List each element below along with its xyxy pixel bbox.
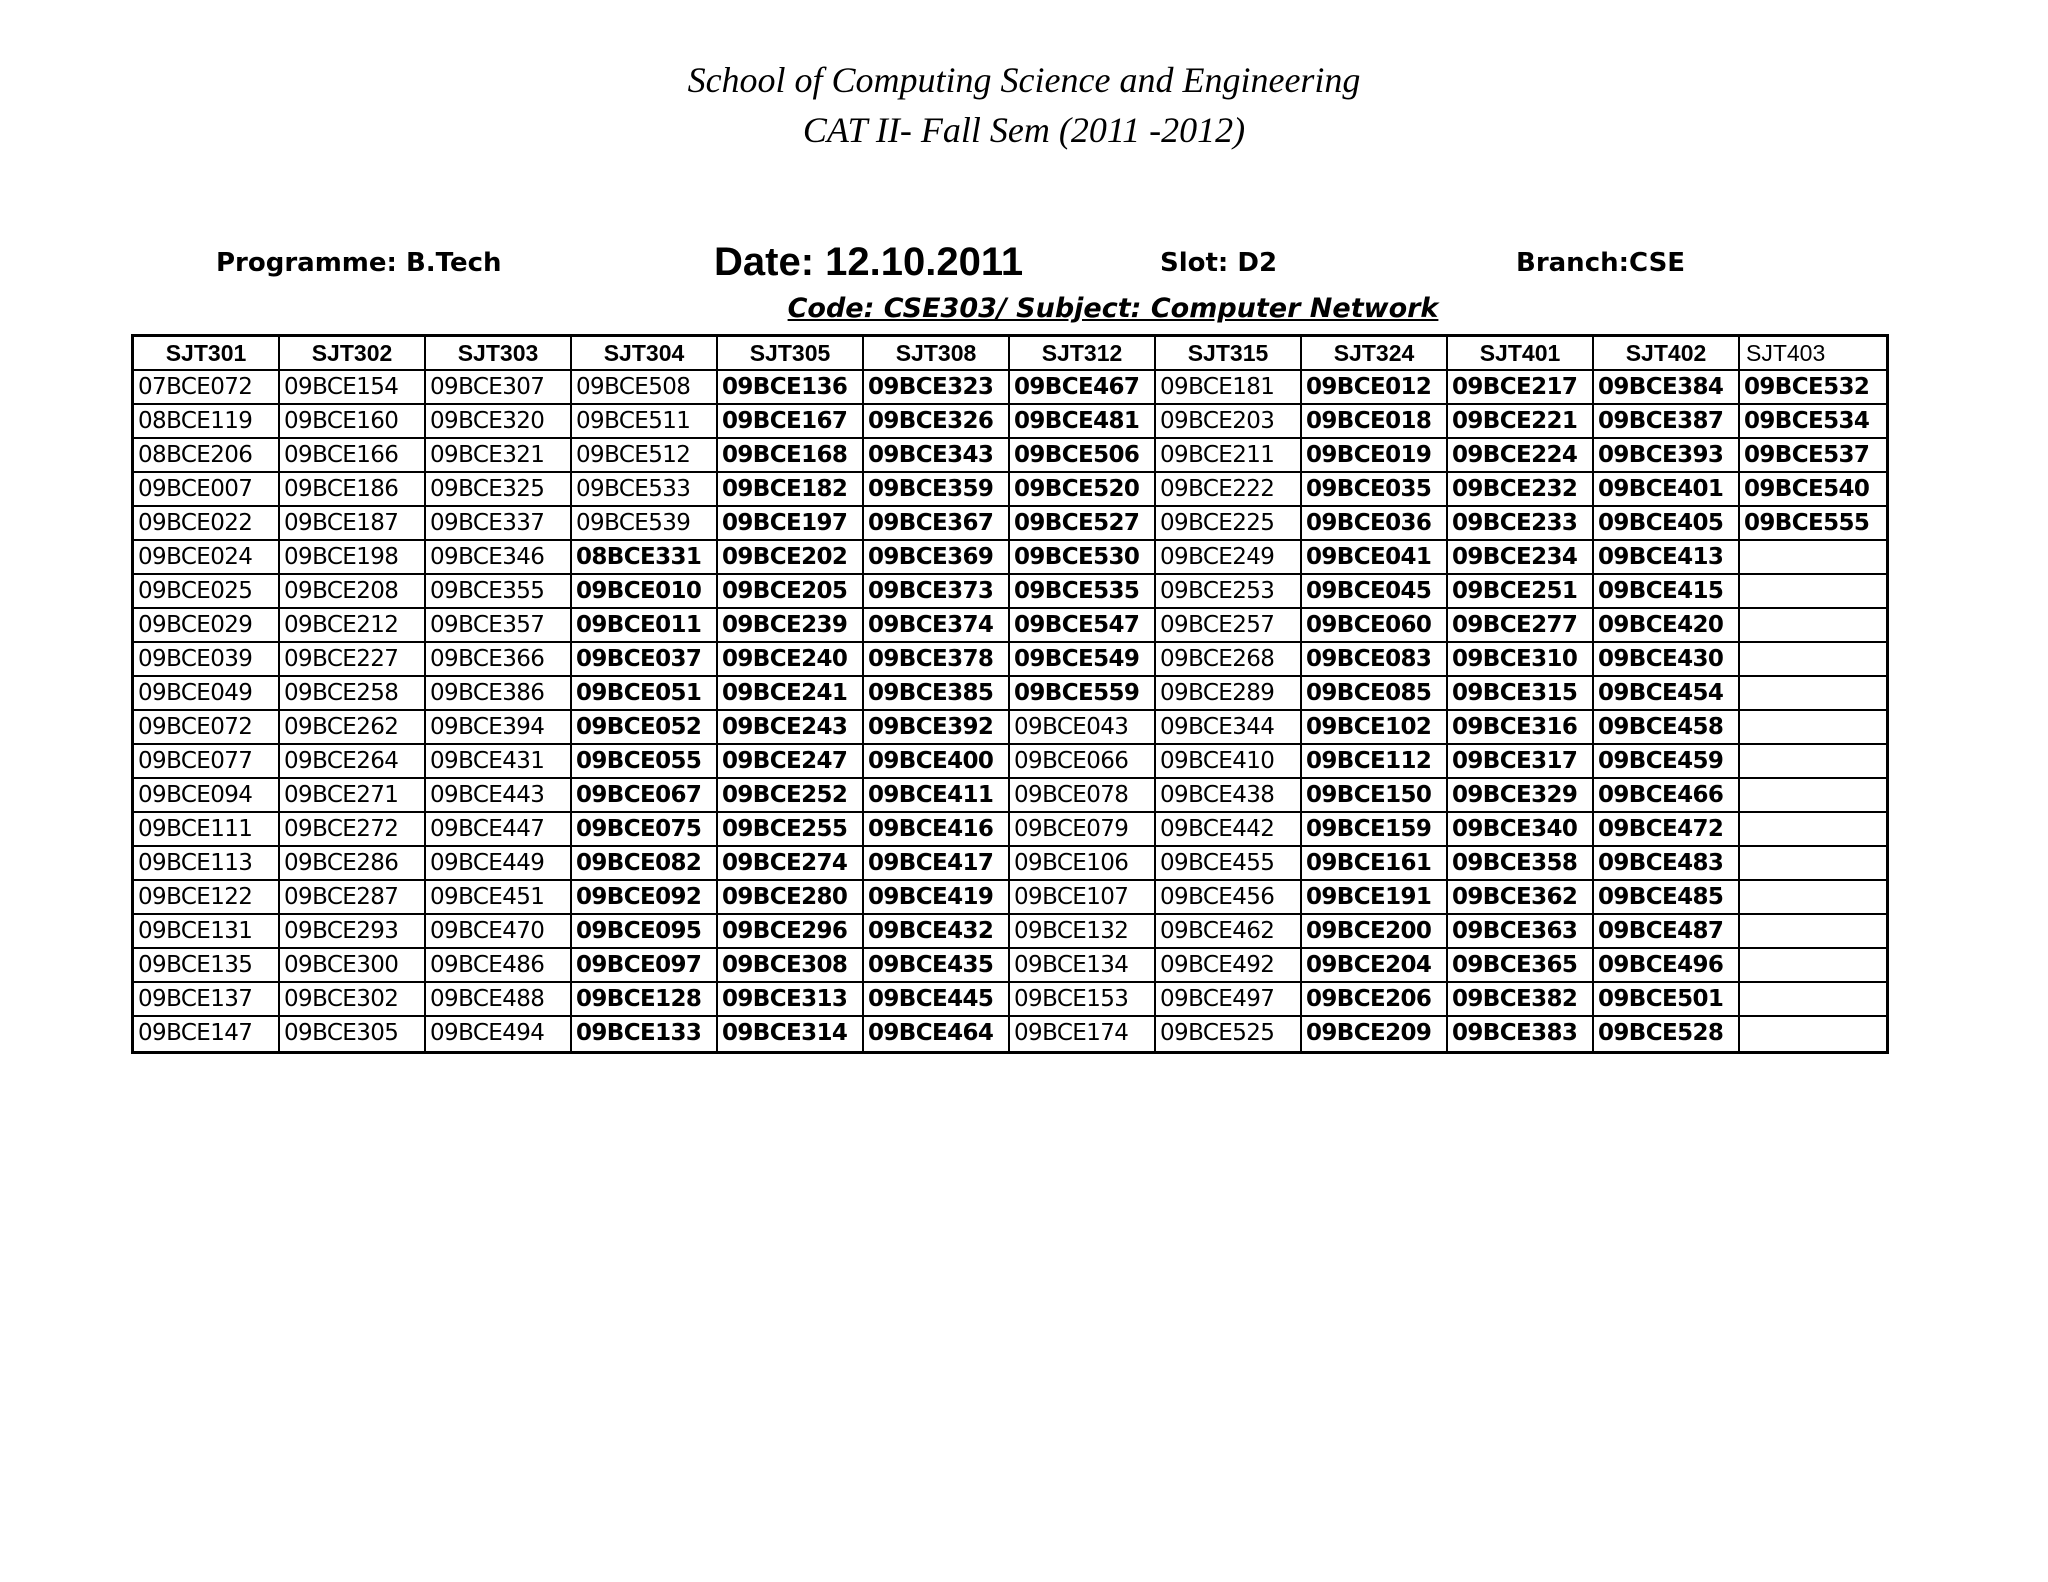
table-cell: 09BCE255 xyxy=(718,813,864,847)
table-cell: 09BCE472 xyxy=(1594,813,1740,847)
table-cell: 09BCE287 xyxy=(280,881,426,915)
table-cell xyxy=(1740,643,1886,677)
table-cell: 09BCE102 xyxy=(1302,711,1448,745)
table-cell: 09BCE506 xyxy=(1010,439,1156,473)
table-cell: 09BCE200 xyxy=(1302,915,1448,949)
table-cell xyxy=(1740,745,1886,779)
table-cell: 09BCE320 xyxy=(426,405,572,439)
table-cell: 09BCE035 xyxy=(1302,473,1448,507)
table-cell: 09BCE128 xyxy=(572,983,718,1017)
table-cell: 09BCE247 xyxy=(718,745,864,779)
table-cell: 09BCE286 xyxy=(280,847,426,881)
table-cell: 08BCE206 xyxy=(134,439,280,473)
table-cell: 09BCE365 xyxy=(1448,949,1594,983)
table-cell: 09BCE252 xyxy=(718,779,864,813)
table-cell: 09BCE438 xyxy=(1156,779,1302,813)
table-cell: 09BCE547 xyxy=(1010,609,1156,643)
table-cell: 09BCE385 xyxy=(864,677,1010,711)
table-cell xyxy=(1740,711,1886,745)
table-cell: 09BCE343 xyxy=(864,439,1010,473)
branch-label: Branch:CSE xyxy=(1516,248,1686,278)
table-cell: 09BCE411 xyxy=(864,779,1010,813)
table-cell: 09BCE467 xyxy=(1010,371,1156,405)
table-cell: 09BCE217 xyxy=(1448,371,1594,405)
table-cell: 09BCE358 xyxy=(1448,847,1594,881)
table-cell: 09BCE239 xyxy=(718,609,864,643)
table-cell xyxy=(1740,677,1886,711)
table-cell: 09BCE313 xyxy=(718,983,864,1017)
table-cell: 09BCE534 xyxy=(1740,405,1886,439)
table-cell: 09BCE147 xyxy=(134,1017,280,1051)
table-cell: 09BCE067 xyxy=(572,779,718,813)
table-cell: 09BCE225 xyxy=(1156,507,1302,541)
table-cell: 09BCE036 xyxy=(1302,507,1448,541)
table-cell: 09BCE355 xyxy=(426,575,572,609)
table-cell: 09BCE346 xyxy=(426,541,572,575)
table-cell xyxy=(1740,983,1886,1017)
table-cell: 09BCE079 xyxy=(1010,813,1156,847)
table-cell: 09BCE485 xyxy=(1594,881,1740,915)
date-label: Date: 12.10.2011 xyxy=(714,240,1024,284)
table-cell: 09BCE374 xyxy=(864,609,1010,643)
table-cell: 09BCE137 xyxy=(134,983,280,1017)
table-cell: 09BCE039 xyxy=(134,643,280,677)
table-cell: 09BCE310 xyxy=(1448,643,1594,677)
table-cell: 09BCE302 xyxy=(280,983,426,1017)
table-cell: 09BCE211 xyxy=(1156,439,1302,473)
table-cell: 09BCE077 xyxy=(134,745,280,779)
table-cell: 09BCE097 xyxy=(572,949,718,983)
table-cell: 09BCE458 xyxy=(1594,711,1740,745)
table-cell: 09BCE082 xyxy=(572,847,718,881)
table-cell: 07BCE072 xyxy=(134,371,280,405)
table-cell: 09BCE052 xyxy=(572,711,718,745)
table-cell xyxy=(1740,575,1886,609)
table-cell: 09BCE359 xyxy=(864,473,1010,507)
table-cell: 09BCE337 xyxy=(426,507,572,541)
table-cell: 09BCE431 xyxy=(426,745,572,779)
table-cell: 09BCE289 xyxy=(1156,677,1302,711)
table-cell: 09BCE410 xyxy=(1156,745,1302,779)
table-cell: 09BCE416 xyxy=(864,813,1010,847)
seating-table xyxy=(131,334,1889,1054)
table-cell: 09BCE527 xyxy=(1010,507,1156,541)
table-cell: 09BCE400 xyxy=(864,745,1010,779)
table-cell: 09BCE043 xyxy=(1010,711,1156,745)
table-cell xyxy=(1740,609,1886,643)
table-cell: 09BCE520 xyxy=(1010,473,1156,507)
table-cell: 09BCE150 xyxy=(1302,779,1448,813)
table-cell: 09BCE262 xyxy=(280,711,426,745)
table-cell: 09BCE323 xyxy=(864,371,1010,405)
table-cell: 09BCE454 xyxy=(1594,677,1740,711)
table-cell: 09BCE340 xyxy=(1448,813,1594,847)
table-cell: 09BCE417 xyxy=(864,847,1010,881)
page-subtitle: CAT II- Fall Sem (2011 -2012) xyxy=(802,110,1246,150)
table-cell: 09BCE241 xyxy=(718,677,864,711)
table-cell: 09BCE268 xyxy=(1156,643,1302,677)
table-cell: 09BCE367 xyxy=(864,507,1010,541)
table-cell: 09BCE051 xyxy=(572,677,718,711)
table-cell: 09BCE136 xyxy=(718,371,864,405)
table-cell: 09BCE041 xyxy=(1302,541,1448,575)
table-cell: 09BCE321 xyxy=(426,439,572,473)
table-cell: 09BCE045 xyxy=(1302,575,1448,609)
column-header: SJT305 xyxy=(718,337,864,371)
table-cell: 09BCE487 xyxy=(1594,915,1740,949)
table-cell: 09BCE430 xyxy=(1594,643,1740,677)
table-cell: 09BCE362 xyxy=(1448,881,1594,915)
table-cell: 09BCE366 xyxy=(426,643,572,677)
column-header: SJT315 xyxy=(1156,337,1302,371)
table-cell: 09BCE011 xyxy=(572,609,718,643)
table-cell: 09BCE257 xyxy=(1156,609,1302,643)
table-cell: 09BCE160 xyxy=(280,405,426,439)
table-cell: 09BCE501 xyxy=(1594,983,1740,1017)
table-cell: 09BCE435 xyxy=(864,949,1010,983)
table-cell xyxy=(1740,813,1886,847)
table-cell: 09BCE329 xyxy=(1448,779,1594,813)
table-cell: 09BCE203 xyxy=(1156,405,1302,439)
table-cell: 09BCE202 xyxy=(718,541,864,575)
table-cell: 09BCE277 xyxy=(1448,609,1594,643)
column-header: SJT324 xyxy=(1302,337,1448,371)
table-cell: 09BCE535 xyxy=(1010,575,1156,609)
table-cell: 09BCE232 xyxy=(1448,473,1594,507)
programme-label: Programme: B.Tech xyxy=(216,248,502,278)
table-cell: 09BCE508 xyxy=(572,371,718,405)
table-cell: 09BCE111 xyxy=(134,813,280,847)
table-cell: 09BCE442 xyxy=(1156,813,1302,847)
table-cell: 09BCE533 xyxy=(572,473,718,507)
table-cell: 09BCE106 xyxy=(1010,847,1156,881)
table-cell: 09BCE455 xyxy=(1156,847,1302,881)
table-cell: 09BCE296 xyxy=(718,915,864,949)
table-cell: 09BCE181 xyxy=(1156,371,1302,405)
table-cell: 09BCE530 xyxy=(1010,541,1156,575)
table-cell: 09BCE271 xyxy=(280,779,426,813)
table-cell: 09BCE549 xyxy=(1010,643,1156,677)
table-cell: 09BCE357 xyxy=(426,609,572,643)
table-cell: 09BCE243 xyxy=(718,711,864,745)
table-cell: 09BCE182 xyxy=(718,473,864,507)
table-cell: 09BCE445 xyxy=(864,983,1010,1017)
table-cell: 09BCE512 xyxy=(572,439,718,473)
table-cell: 09BCE307 xyxy=(426,371,572,405)
table-cell: 09BCE363 xyxy=(1448,915,1594,949)
table-cell: 09BCE344 xyxy=(1156,711,1302,745)
table-cell: 09BCE166 xyxy=(280,439,426,473)
column-header: SJT303 xyxy=(426,337,572,371)
table-cell: 09BCE072 xyxy=(134,711,280,745)
table-cell xyxy=(1740,847,1886,881)
slot-label: Slot: D2 xyxy=(1160,248,1278,278)
table-cell: 09BCE496 xyxy=(1594,949,1740,983)
table-cell: 08BCE119 xyxy=(134,405,280,439)
table-cell: 09BCE197 xyxy=(718,507,864,541)
table-cell: 09BCE384 xyxy=(1594,371,1740,405)
table-cell: 09BCE037 xyxy=(572,643,718,677)
table-cell: 09BCE094 xyxy=(134,779,280,813)
table-cell: 09BCE131 xyxy=(134,915,280,949)
table-cell: 09BCE525 xyxy=(1156,1017,1302,1051)
table-cell: 09BCE022 xyxy=(134,507,280,541)
table-cell: 09BCE470 xyxy=(426,915,572,949)
table-cell: 09BCE555 xyxy=(1740,507,1886,541)
table-cell: 09BCE012 xyxy=(1302,371,1448,405)
table-cell: 09BCE387 xyxy=(1594,405,1740,439)
table-cell: 09BCE486 xyxy=(426,949,572,983)
table-cell: 09BCE392 xyxy=(864,711,1010,745)
table-cell: 09BCE024 xyxy=(134,541,280,575)
table-cell xyxy=(1740,541,1886,575)
table-cell: 09BCE386 xyxy=(426,677,572,711)
table-cell: 09BCE085 xyxy=(1302,677,1448,711)
table-cell: 09BCE010 xyxy=(572,575,718,609)
table-cell: 09BCE373 xyxy=(864,575,1010,609)
table-cell: 09BCE316 xyxy=(1448,711,1594,745)
table-cell: 09BCE066 xyxy=(1010,745,1156,779)
table-cell: 09BCE443 xyxy=(426,779,572,813)
column-header: SJT308 xyxy=(864,337,1010,371)
table-cell: 09BCE314 xyxy=(718,1017,864,1051)
table-cell: 09BCE075 xyxy=(572,813,718,847)
table-cell xyxy=(1740,779,1886,813)
table-cell: 09BCE481 xyxy=(1010,405,1156,439)
table-cell: 09BCE305 xyxy=(280,1017,426,1051)
table-cell: 09BCE133 xyxy=(572,1017,718,1051)
table-cell: 09BCE559 xyxy=(1010,677,1156,711)
code-subject-heading: Code: CSE303/ Subject: Computer Network xyxy=(787,293,1439,324)
table-cell: 09BCE135 xyxy=(134,949,280,983)
table-cell: 09BCE161 xyxy=(1302,847,1448,881)
table-cell: 09BCE420 xyxy=(1594,609,1740,643)
table-cell: 09BCE249 xyxy=(1156,541,1302,575)
table-cell: 09BCE153 xyxy=(1010,983,1156,1017)
table-cell: 09BCE432 xyxy=(864,915,1010,949)
table-cell xyxy=(1740,881,1886,915)
column-header: SJT302 xyxy=(280,337,426,371)
table-cell: 09BCE272 xyxy=(280,813,426,847)
table-cell: 09BCE382 xyxy=(1448,983,1594,1017)
table-cell: 09BCE532 xyxy=(1740,371,1886,405)
table-cell: 09BCE494 xyxy=(426,1017,572,1051)
table-cell: 09BCE198 xyxy=(280,541,426,575)
table-cell: 09BCE107 xyxy=(1010,881,1156,915)
table-cell: 09BCE369 xyxy=(864,541,1010,575)
table-cell: 09BCE224 xyxy=(1448,439,1594,473)
table-cell xyxy=(1740,1017,1886,1051)
table-cell: 09BCE113 xyxy=(134,847,280,881)
table-cell: 09BCE212 xyxy=(280,609,426,643)
table-cell: 09BCE393 xyxy=(1594,439,1740,473)
table-cell xyxy=(1740,915,1886,949)
table-cell: 09BCE401 xyxy=(1594,473,1740,507)
table-cell: 09BCE413 xyxy=(1594,541,1740,575)
table-cell: 09BCE300 xyxy=(280,949,426,983)
table-cell: 09BCE227 xyxy=(280,643,426,677)
table-cell: 09BCE537 xyxy=(1740,439,1886,473)
table-cell: 09BCE528 xyxy=(1594,1017,1740,1051)
table-cell: 09BCE459 xyxy=(1594,745,1740,779)
table-cell: 09BCE060 xyxy=(1302,609,1448,643)
table-cell: 09BCE378 xyxy=(864,643,1010,677)
page-title: School of Computing Science and Engineering xyxy=(687,60,1361,100)
table-cell: 09BCE205 xyxy=(718,575,864,609)
table-cell: 09BCE274 xyxy=(718,847,864,881)
column-header: SJT312 xyxy=(1010,337,1156,371)
table-cell: 09BCE112 xyxy=(1302,745,1448,779)
column-header: SJT402 xyxy=(1594,337,1740,371)
table-cell: 09BCE540 xyxy=(1740,473,1886,507)
table-cell: 09BCE315 xyxy=(1448,677,1594,711)
column-header: SJT301 xyxy=(134,337,280,371)
table-cell: 09BCE492 xyxy=(1156,949,1302,983)
table-cell: 09BCE132 xyxy=(1010,915,1156,949)
table-cell: 09BCE154 xyxy=(280,371,426,405)
table-cell: 09BCE456 xyxy=(1156,881,1302,915)
table-cell: 09BCE222 xyxy=(1156,473,1302,507)
table-cell: 09BCE122 xyxy=(134,881,280,915)
table-cell: 09BCE233 xyxy=(1448,507,1594,541)
table-cell: 09BCE405 xyxy=(1594,507,1740,541)
table-cell: 09BCE007 xyxy=(134,473,280,507)
table-cell: 09BCE264 xyxy=(280,745,426,779)
table-cell: 09BCE083 xyxy=(1302,643,1448,677)
table-cell: 09BCE258 xyxy=(280,677,426,711)
table-cell: 09BCE049 xyxy=(134,677,280,711)
table-cell: 09BCE018 xyxy=(1302,405,1448,439)
table-cell: 09BCE134 xyxy=(1010,949,1156,983)
table-cell: 09BCE325 xyxy=(426,473,572,507)
table-cell: 09BCE317 xyxy=(1448,745,1594,779)
table-cell: 09BCE029 xyxy=(134,609,280,643)
table-cell: 09BCE240 xyxy=(718,643,864,677)
table-cell: 09BCE174 xyxy=(1010,1017,1156,1051)
table-cell: 09BCE204 xyxy=(1302,949,1448,983)
table-cell: 09BCE511 xyxy=(572,405,718,439)
table-cell: 09BCE159 xyxy=(1302,813,1448,847)
table-cell: 09BCE488 xyxy=(426,983,572,1017)
table-cell: 09BCE208 xyxy=(280,575,426,609)
table-cell: 09BCE449 xyxy=(426,847,572,881)
table-cell: 09BCE234 xyxy=(1448,541,1594,575)
table-cell: 09BCE293 xyxy=(280,915,426,949)
table-cell: 09BCE539 xyxy=(572,507,718,541)
table-cell: 09BCE251 xyxy=(1448,575,1594,609)
table-cell: 09BCE308 xyxy=(718,949,864,983)
table-cell: 09BCE253 xyxy=(1156,575,1302,609)
table-cell: 09BCE055 xyxy=(572,745,718,779)
table-cell: 09BCE419 xyxy=(864,881,1010,915)
table-cell: 09BCE167 xyxy=(718,405,864,439)
column-header: SJT403 xyxy=(1740,337,1886,371)
table-cell: 09BCE019 xyxy=(1302,439,1448,473)
table-cell: 09BCE092 xyxy=(572,881,718,915)
table-cell: 09BCE394 xyxy=(426,711,572,745)
column-header: SJT304 xyxy=(572,337,718,371)
column-header: SJT401 xyxy=(1448,337,1594,371)
table-cell: 09BCE221 xyxy=(1448,405,1594,439)
table-cell: 09BCE025 xyxy=(134,575,280,609)
table-cell: 09BCE187 xyxy=(280,507,426,541)
table-cell: 09BCE209 xyxy=(1302,1017,1448,1051)
table-cell: 09BCE464 xyxy=(864,1017,1010,1051)
table-cell xyxy=(1740,949,1886,983)
table-cell: 09BCE483 xyxy=(1594,847,1740,881)
table-cell: 09BCE451 xyxy=(426,881,572,915)
table-cell: 09BCE186 xyxy=(280,473,426,507)
table-cell: 09BCE466 xyxy=(1594,779,1740,813)
table-cell: 09BCE415 xyxy=(1594,575,1740,609)
table-cell: 09BCE078 xyxy=(1010,779,1156,813)
table-cell: 09BCE447 xyxy=(426,813,572,847)
table-cell: 08BCE331 xyxy=(572,541,718,575)
table-cell: 09BCE497 xyxy=(1156,983,1302,1017)
table-cell: 09BCE280 xyxy=(718,881,864,915)
table-cell: 09BCE206 xyxy=(1302,983,1448,1017)
table-cell: 09BCE095 xyxy=(572,915,718,949)
table-cell: 09BCE168 xyxy=(718,439,864,473)
table-cell: 09BCE326 xyxy=(864,405,1010,439)
table-cell: 09BCE462 xyxy=(1156,915,1302,949)
table-cell: 09BCE383 xyxy=(1448,1017,1594,1051)
table-cell: 09BCE191 xyxy=(1302,881,1448,915)
